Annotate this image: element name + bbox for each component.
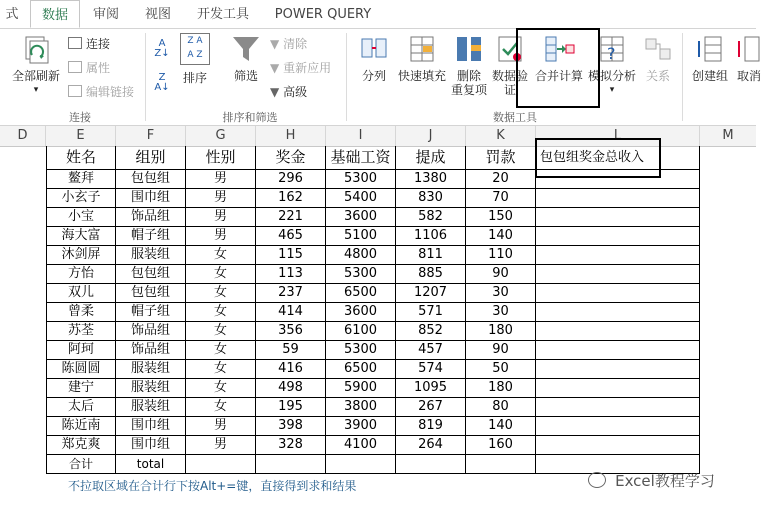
table-cell[interactable]: 70 xyxy=(466,189,536,208)
flash-fill-label: 快速填充 xyxy=(397,69,446,83)
table-cell[interactable] xyxy=(536,379,700,398)
validation-label-2: 证 xyxy=(503,83,516,97)
table-header-cell[interactable]: 奖金 xyxy=(256,146,326,170)
consolidate-highlight-box xyxy=(516,28,600,108)
table-cell[interactable]: 小宝 xyxy=(46,208,116,227)
table-cell[interactable]: 356 xyxy=(256,322,326,341)
flash-fill-button[interactable] xyxy=(396,33,448,83)
table-cell[interactable]: 双儿 xyxy=(46,284,116,303)
advanced-filter-icon: ▼ xyxy=(270,85,280,99)
table-cell[interactable]: 帽子组 xyxy=(116,303,186,322)
table-cell[interactable]: 阿珂 xyxy=(46,341,116,360)
table-cell[interactable]: 曾柔 xyxy=(46,303,116,322)
total-row-cell[interactable] xyxy=(396,455,466,474)
validation-label-1: 数据验 xyxy=(491,69,528,83)
table-cell[interactable]: 498 xyxy=(256,379,326,398)
sort-button[interactable] xyxy=(178,33,212,85)
text-to-columns-icon xyxy=(359,33,389,65)
total-row-cell[interactable] xyxy=(326,455,396,474)
table-cell[interactable]: 1095 xyxy=(396,379,466,398)
sort-az-icon: A Z↓ xyxy=(154,38,170,59)
connections-label: 连接 xyxy=(86,37,111,51)
table-cell[interactable]: 1106 xyxy=(396,227,466,246)
properties-label: 属性 xyxy=(86,61,111,75)
table-cell[interactable]: 59 xyxy=(256,341,326,360)
advanced-label: 高级 xyxy=(283,85,308,99)
table-cell[interactable]: 男 xyxy=(186,436,256,455)
clear-icon: ▼ xyxy=(270,37,280,51)
total-row-cell[interactable] xyxy=(466,455,536,474)
table-cell[interactable]: 围巾组 xyxy=(116,436,186,455)
table-cell[interactable]: 太后 xyxy=(46,398,116,417)
group-label-data-tools: 数据工具 xyxy=(493,111,537,124)
sort-az-button[interactable] xyxy=(152,39,172,59)
table-cell[interactable]: 女 xyxy=(186,246,256,265)
table-cell[interactable]: 30 xyxy=(466,284,536,303)
table-cell[interactable]: 90 xyxy=(466,265,536,284)
create-group-button[interactable] xyxy=(688,33,732,83)
table-cell[interactable] xyxy=(536,284,700,303)
sort-za-button[interactable] xyxy=(152,73,172,93)
table-cell[interactable]: 574 xyxy=(396,360,466,379)
table-cell[interactable]: 162 xyxy=(256,189,326,208)
table-header-cell[interactable]: 包包组奖金总收入 xyxy=(536,146,700,170)
column-header-h[interactable]: H xyxy=(256,126,326,146)
total-row-cell[interactable]: 合计 xyxy=(46,455,116,474)
table-cell[interactable]: 小玄子 xyxy=(46,189,116,208)
sort-za-icon: Z A↓ xyxy=(154,72,170,93)
table-cell[interactable]: 3600 xyxy=(326,303,396,322)
table-cell[interactable]: 5300 xyxy=(326,170,396,189)
table-cell[interactable]: 6100 xyxy=(326,322,396,341)
table-cell[interactable]: 852 xyxy=(396,322,466,341)
reapply-label: 重新应用 xyxy=(283,61,332,75)
table-header-cell[interactable]: 基础工资 xyxy=(326,146,396,170)
remove-dup-label-1: 删除 xyxy=(456,69,481,83)
remove-dup-label-2: 重复项 xyxy=(450,83,487,97)
table-cell[interactable] xyxy=(536,246,700,265)
table-cell[interactable]: 416 xyxy=(256,360,326,379)
total-row-cell[interactable]: total xyxy=(116,455,186,474)
relations-label: 关系 xyxy=(645,69,670,83)
tab-review[interactable]: 审阅 xyxy=(92,7,119,22)
table-cell[interactable] xyxy=(536,322,700,341)
column-header-l[interactable]: L xyxy=(536,126,700,146)
table-cell[interactable]: 140 xyxy=(466,227,536,246)
table-cell[interactable]: 海大富 xyxy=(46,227,116,246)
filter-icon xyxy=(231,33,261,65)
column-header-i[interactable]: I xyxy=(326,126,396,146)
advanced-button[interactable] xyxy=(270,85,307,99)
column-header-f[interactable]: F xyxy=(116,126,186,146)
table-cell[interactable]: 3900 xyxy=(326,417,396,436)
clear-button[interactable] xyxy=(270,37,307,51)
table-cell[interactable]: 4100 xyxy=(326,436,396,455)
table-cell[interactable]: 包包组 xyxy=(116,265,186,284)
filter-button[interactable] xyxy=(226,33,266,83)
table-cell[interactable]: 180 xyxy=(466,379,536,398)
table-cell[interactable]: 195 xyxy=(256,398,326,417)
table-cell[interactable]: 5400 xyxy=(326,189,396,208)
table-cell[interactable]: 90 xyxy=(466,341,536,360)
table-cell[interactable]: 男 xyxy=(186,227,256,246)
relationships-button[interactable] xyxy=(638,33,678,83)
table-cell[interactable]: 女 xyxy=(186,341,256,360)
connections-button[interactable] xyxy=(68,37,110,51)
table-cell[interactable]: 113 xyxy=(256,265,326,284)
table-cell[interactable]: 1207 xyxy=(396,284,466,303)
table-cell[interactable]: 鳌拜 xyxy=(46,170,116,189)
column-header-e[interactable]: E xyxy=(46,126,116,146)
table-cell[interactable]: 115 xyxy=(256,246,326,265)
table-cell[interactable] xyxy=(536,341,700,360)
table-cell[interactable]: 140 xyxy=(466,417,536,436)
tab-formulas[interactable]: 式 xyxy=(5,7,19,22)
table-cell[interactable]: 帽子组 xyxy=(116,227,186,246)
properties-icon xyxy=(68,61,82,73)
refresh-all-button[interactable] xyxy=(6,33,66,97)
table-cell[interactable]: 1380 xyxy=(396,170,466,189)
table-cell[interactable]: 571 xyxy=(396,303,466,322)
table-cell[interactable]: 男 xyxy=(186,208,256,227)
column-header-g[interactable]: G xyxy=(186,126,256,146)
consolidate-label: 合并计算 xyxy=(534,69,583,83)
table-cell[interactable]: 296 xyxy=(256,170,326,189)
table-cell[interactable]: 郑克爽 xyxy=(46,436,116,455)
table-cell[interactable]: 6500 xyxy=(326,360,396,379)
tab-data[interactable]: 数据 xyxy=(30,0,80,28)
split-label: 分列 xyxy=(361,69,386,83)
table-cell[interactable] xyxy=(536,189,700,208)
table-cell[interactable]: 建宁 xyxy=(46,379,116,398)
ungroup-label: 取消 xyxy=(736,69,761,83)
tab-power-query[interactable]: POWER QUERY xyxy=(274,7,372,22)
table-cell[interactable]: 饰品组 xyxy=(116,208,186,227)
remove-duplicates-button[interactable] xyxy=(450,33,488,97)
table-header-cell[interactable]: 组别 xyxy=(116,146,186,170)
group-label-sort-filter: 排序和筛选 xyxy=(222,111,278,124)
table-cell[interactable]: 男 xyxy=(186,170,256,189)
chevron-down-icon: ▾ xyxy=(609,85,615,95)
table-cell[interactable]: 女 xyxy=(186,398,256,417)
ribbon-separator xyxy=(346,33,347,121)
table-header-cell[interactable]: 罚款 xyxy=(466,146,536,170)
clear-label: 清除 xyxy=(283,37,308,51)
connections-icon xyxy=(68,37,82,49)
table-cell[interactable]: 男 xyxy=(186,189,256,208)
table-cell[interactable]: 包包组 xyxy=(116,284,186,303)
table-cell[interactable]: 5300 xyxy=(326,341,396,360)
table-cell[interactable]: 方怡 xyxy=(46,265,116,284)
table-cell[interactable]: 328 xyxy=(256,436,326,455)
column-header-k[interactable]: K xyxy=(466,126,536,146)
table-cell[interactable]: 5300 xyxy=(326,265,396,284)
table-cell[interactable] xyxy=(536,360,700,379)
tab-developer[interactable]: 开发工具 xyxy=(196,7,249,22)
table-cell[interactable]: 457 xyxy=(396,341,466,360)
table-cell[interactable]: 服装组 xyxy=(116,246,186,265)
sort-icon: Z A A Z xyxy=(180,33,210,65)
table-cell[interactable]: 5900 xyxy=(326,379,396,398)
ribbon-separator xyxy=(145,33,146,121)
table-cell[interactable]: 饰品组 xyxy=(116,341,186,360)
table-header-cell[interactable]: 姓名 xyxy=(46,146,116,170)
table-cell[interactable]: 264 xyxy=(396,436,466,455)
svg-text:?: ? xyxy=(607,44,616,63)
table-cell[interactable]: 围巾组 xyxy=(116,189,186,208)
table-cell[interactable]: 465 xyxy=(256,227,326,246)
split-columns-button[interactable] xyxy=(356,33,392,83)
edit-links-button[interactable] xyxy=(68,85,134,99)
table-cell[interactable]: 819 xyxy=(396,417,466,436)
table-cell[interactable]: 女 xyxy=(186,322,256,341)
target-cell-highlight-box xyxy=(535,138,661,178)
table-cell[interactable]: 221 xyxy=(256,208,326,227)
refresh-all-label: 全部刷新 xyxy=(11,69,60,83)
properties-button[interactable] xyxy=(68,61,110,75)
total-row-cell[interactable] xyxy=(186,455,256,474)
remove-duplicates-icon xyxy=(454,33,484,65)
column-header-j[interactable]: J xyxy=(396,126,466,146)
column-header-d[interactable]: D xyxy=(0,126,46,146)
table-cell[interactable]: 沐剑屏 xyxy=(46,246,116,265)
create-group-label: 创建组 xyxy=(691,69,728,83)
table-cell[interactable]: 80 xyxy=(466,398,536,417)
table-cell[interactable]: 30 xyxy=(466,303,536,322)
flash-fill-icon xyxy=(407,33,437,65)
edit-links-label: 编辑链接 xyxy=(86,85,135,99)
table-header-cell[interactable]: 提成 xyxy=(396,146,466,170)
table-cell[interactable]: 男 xyxy=(186,417,256,436)
wechat-icon xyxy=(588,472,606,488)
table-cell[interactable]: 582 xyxy=(396,208,466,227)
what-if-icon xyxy=(597,33,627,65)
ribbon xyxy=(0,29,761,126)
table-cell[interactable]: 267 xyxy=(396,398,466,417)
table-cell[interactable]: 4800 xyxy=(326,246,396,265)
table-cell[interactable]: 饰品组 xyxy=(116,322,186,341)
table-cell[interactable]: 女 xyxy=(186,303,256,322)
tab-view[interactable]: 视图 xyxy=(144,7,171,22)
table-cell[interactable]: 811 xyxy=(396,246,466,265)
table-cell[interactable]: 围巾组 xyxy=(116,417,186,436)
table-cell[interactable] xyxy=(536,208,700,227)
ribbon-tab-bar xyxy=(0,0,756,29)
table-cell[interactable]: 服装组 xyxy=(116,398,186,417)
table-cell[interactable]: 女 xyxy=(186,360,256,379)
instruction-note: 不拉取区域在合计行下按Alt+=键，直接得到求和结果 xyxy=(68,479,357,493)
table-cell[interactable]: 服装组 xyxy=(116,360,186,379)
table-cell[interactable]: 5100 xyxy=(326,227,396,246)
table-cell[interactable] xyxy=(536,417,700,436)
table-cell[interactable] xyxy=(536,303,700,322)
table-cell[interactable]: 50 xyxy=(466,360,536,379)
reapply-button[interactable] xyxy=(270,61,331,75)
watermark-text: Excel教程学习 xyxy=(615,472,715,490)
table-cell[interactable]: 3600 xyxy=(326,208,396,227)
table-cell[interactable]: 包包组 xyxy=(116,170,186,189)
table-cell[interactable]: 885 xyxy=(396,265,466,284)
table-cell[interactable]: 女 xyxy=(186,379,256,398)
ribbon-separator xyxy=(682,33,683,121)
table-cell[interactable]: 237 xyxy=(256,284,326,303)
table-cell[interactable]: 苏荃 xyxy=(46,322,116,341)
sort-label: 排序 xyxy=(182,71,207,85)
ungroup-button[interactable] xyxy=(732,33,766,83)
table-cell[interactable] xyxy=(536,398,700,417)
table-header-cell[interactable]: 性别 xyxy=(186,146,256,170)
table-cell[interactable]: 陈近南 xyxy=(46,417,116,436)
table-cell[interactable]: 150 xyxy=(466,208,536,227)
relationships-icon xyxy=(643,33,673,65)
table-cell[interactable] xyxy=(536,265,700,284)
table-cell[interactable]: 服装组 xyxy=(116,379,186,398)
watermark xyxy=(588,470,756,496)
table-cell[interactable]: 女 xyxy=(186,284,256,303)
table-cell[interactable]: 830 xyxy=(396,189,466,208)
what-if-label: 模拟分析 xyxy=(587,69,636,83)
table-cell[interactable]: 6500 xyxy=(326,284,396,303)
reapply-icon: ▼ xyxy=(270,61,280,75)
group-label-connections: 连接 xyxy=(69,111,91,124)
table-cell[interactable]: 20 xyxy=(466,170,536,189)
ungroup-icon xyxy=(737,33,761,65)
total-row-cell[interactable] xyxy=(256,455,326,474)
group-icon xyxy=(695,33,725,65)
table-cell[interactable] xyxy=(536,436,700,455)
table-cell[interactable] xyxy=(536,227,700,246)
table-cell[interactable]: 女 xyxy=(186,265,256,284)
table-cell[interactable]: 180 xyxy=(466,322,536,341)
chevron-down-icon: ▾ xyxy=(33,85,39,95)
table-cell[interactable]: 414 xyxy=(256,303,326,322)
table-cell[interactable]: 160 xyxy=(466,436,536,455)
table-cell[interactable]: 陈圆圆 xyxy=(46,360,116,379)
filter-label: 筛选 xyxy=(233,69,258,83)
table-cell[interactable]: 3800 xyxy=(326,398,396,417)
refresh-icon xyxy=(18,33,54,67)
column-header-m[interactable]: M xyxy=(722,128,734,143)
table-cell[interactable]: 110 xyxy=(466,246,536,265)
spreadsheet-grid xyxy=(0,146,756,476)
table-cell[interactable]: 398 xyxy=(256,417,326,436)
edit-links-icon xyxy=(68,85,82,97)
